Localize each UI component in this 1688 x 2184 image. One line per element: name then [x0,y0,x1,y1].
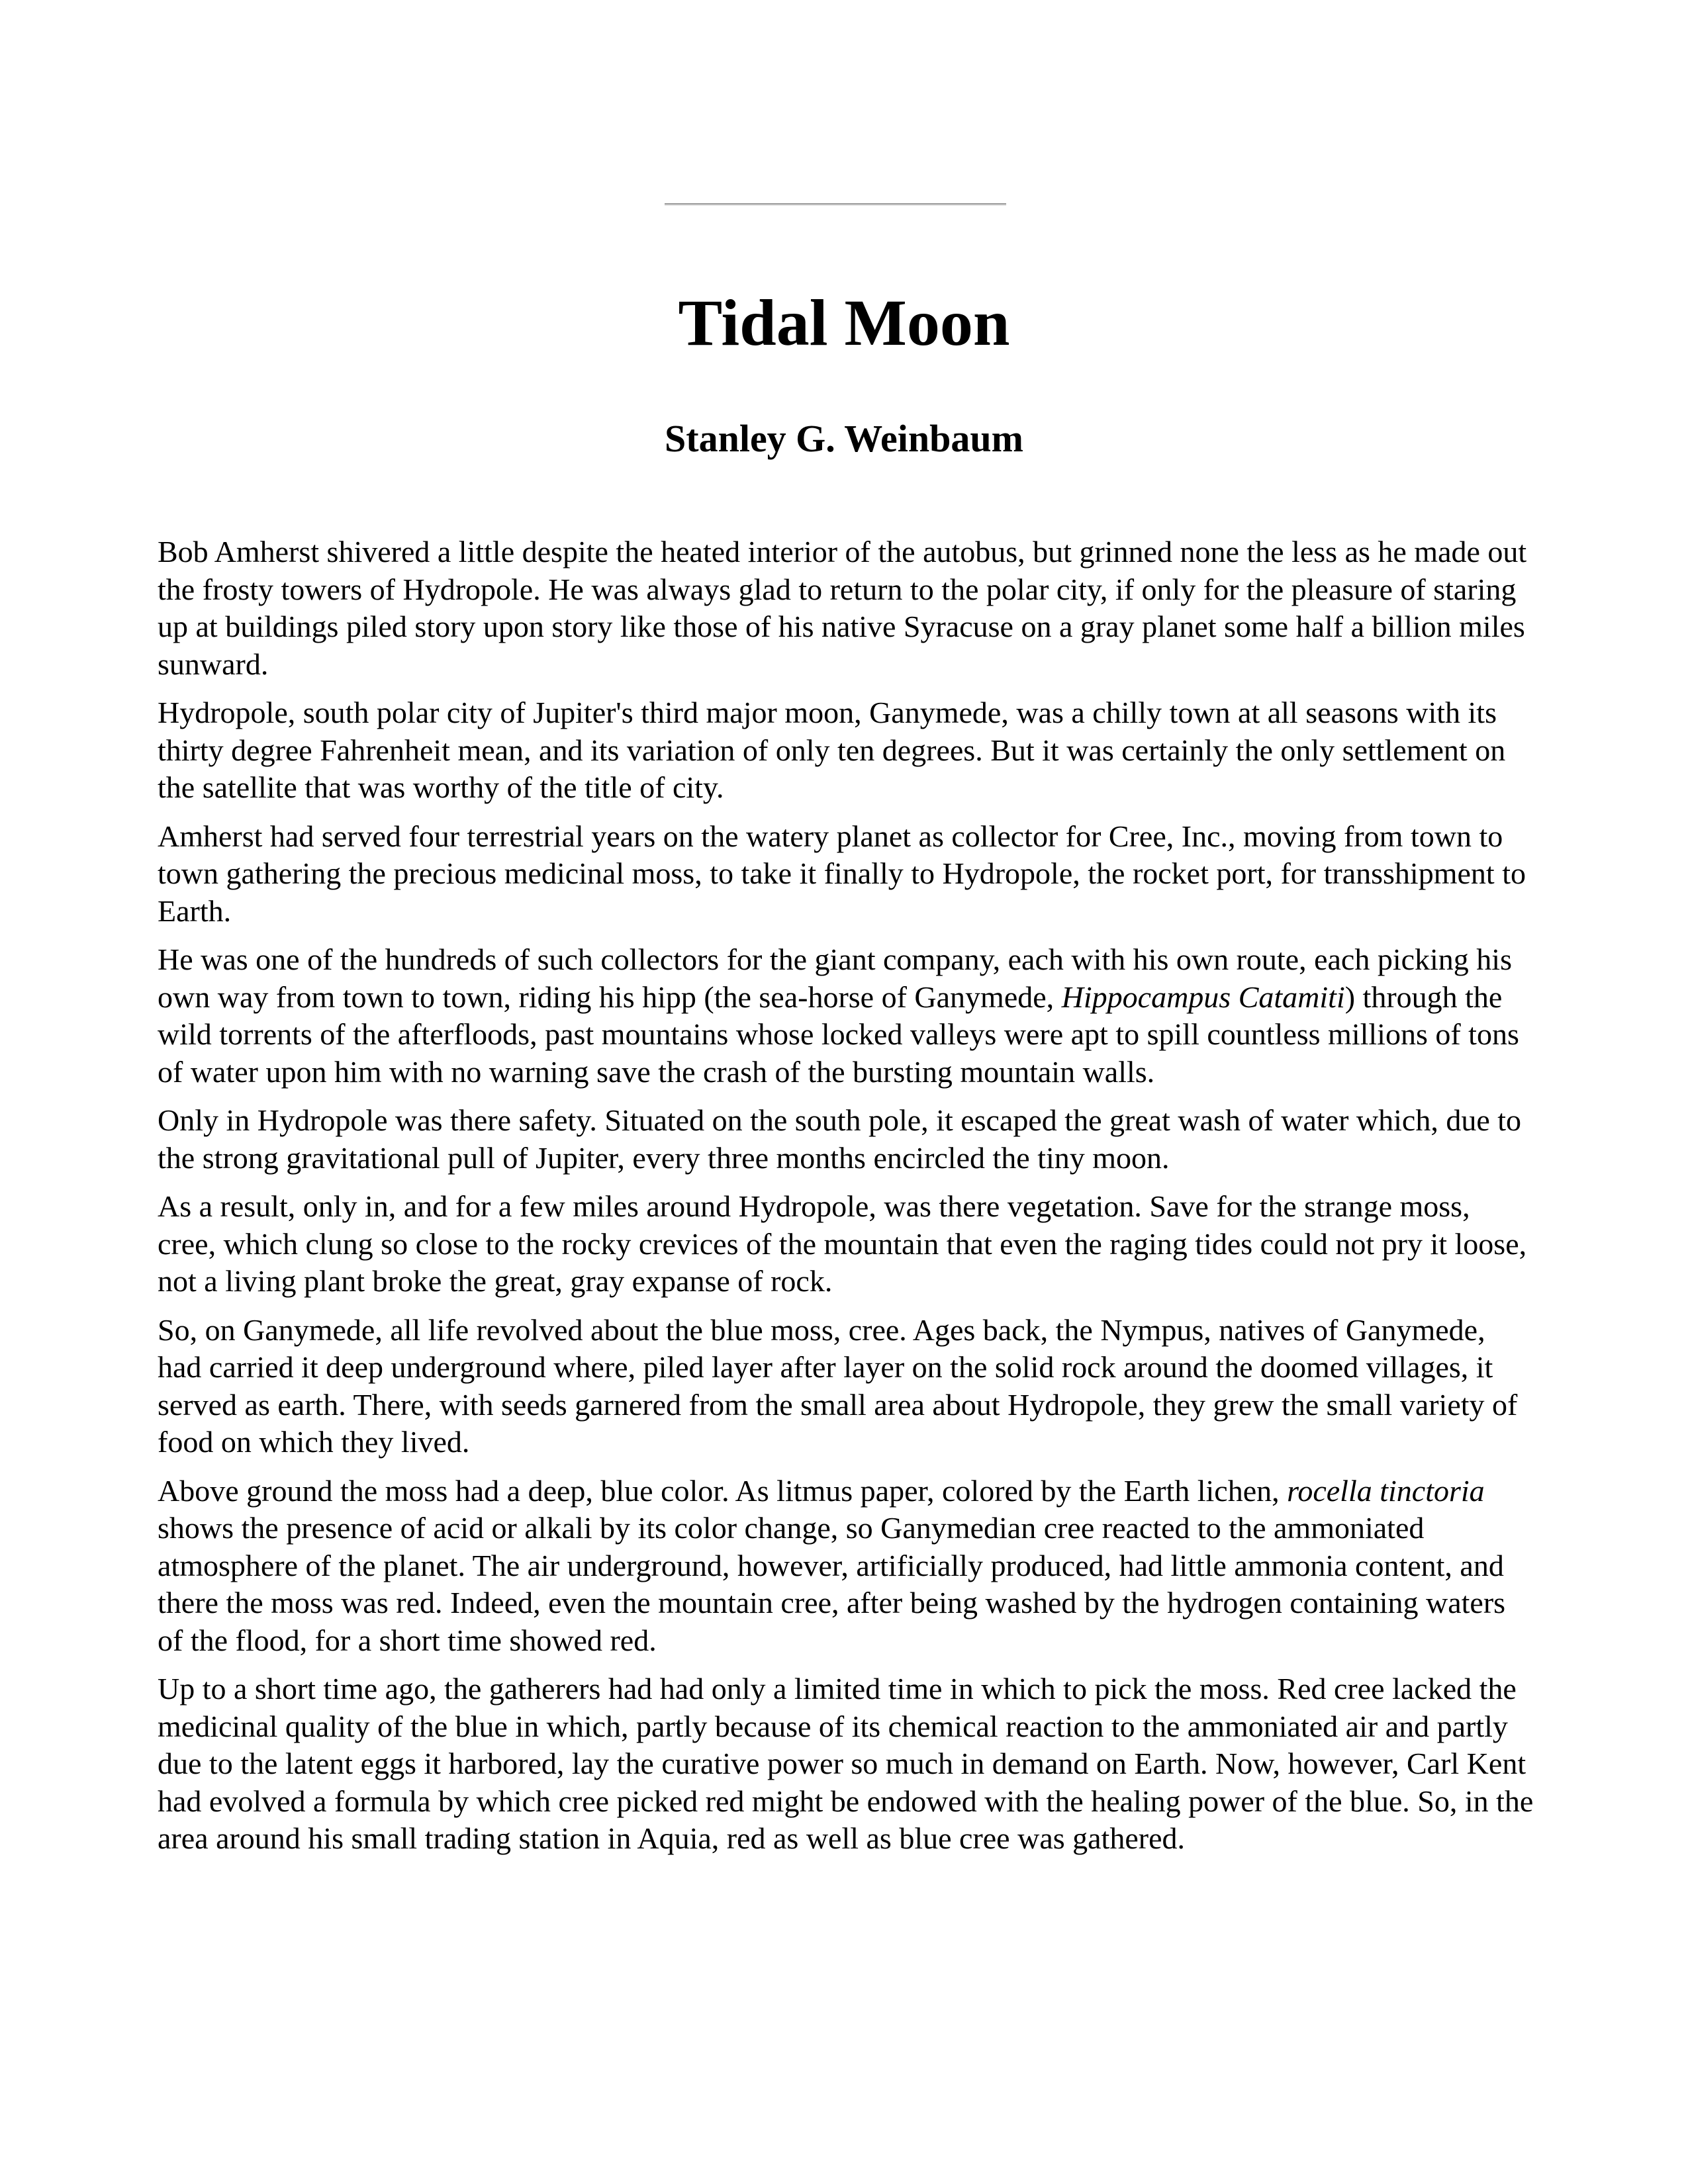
paragraph-4 [158,941,1534,1091]
italic-term-hippocampus: Hippocampus Catamiti [1061,979,1345,1014]
paragraph-text: So, on Ganymede, all life revolved about the blue moss, cree. Ages back, the Nympus, natives of Ganymede, had carried it deep underground where, piled layer after layer on the solid rock around the doomed villages, it served as earth. There, with seeds garnered from the small area about Hydropole, they grew the small variety of food on which they lived. [158,1312,1518,1459]
paragraph-text: Bob Amherst shivered a little despite the heated interior of the autobus, but grinned none the less as he made out the frosty towers of Hydropole. He was always glad to return to the polar city, if only for the pleasure of staring up at buildings piled story upon story like those of his native Syracuse on a gray planet some half a billion miles sunward. [158,535,1527,681]
paragraph-text: ) through the wild torrents of the afterfloods, past mountains whose locked valleys were apt to spill countless millions of tons of water upon him with no warning save the crash of the bursting mountain walls. [158,979,1519,1089]
body-text [158,533,1534,1869]
paragraph-text: He was one of the hundreds of such collectors for the giant company, each with his own route, each picking his own way from town to town, riding his hipp (the sea-horse of Ganymede, [158,942,1512,1014]
paragraph-text: Hydropole, south polar city of Jupiter's third major moon, Ganymede, was a chilly town at all seasons with its thirty degree Fahrenheit mean, and its variation of only ten degrees. But it was certainly the only settlement on the satellite that was worthy of the title of city. [158,696,1506,804]
paragraph-3 [158,818,1534,931]
document-title: Tidal Moon [678,286,1010,359]
paragraph-text: As a result, only in, and for a few miles around Hydropole, was there vegetation. Save for the strange moss, cree, which clung so close to the rocky crevices of the mountain that even the raging tides could not pry it loose, not a living plant broke the great, gray expanse of rock. [158,1189,1527,1298]
paragraph-2 [158,694,1534,807]
paragraph-text: shows the presence of acid or alkali by its color change, so Ganymedian cree reacted to the ammoniated atmosphere of the planet. The air underground, however, artificially produced, had little ammonia content, and there the moss was red. Indeed, even the mountain cree, after being washed by the hydrogen containing waters of the flood, for a short time showed red. [158,1511,1506,1657]
paragraph-1 [158,533,1534,683]
paragraph-text: Above ground the moss had a deep, blue color. As litmus paper, colored by the Earth lichen, [158,1473,1288,1508]
paragraph-6 [158,1188,1534,1300]
header-divider [665,203,1006,206]
paragraph-text: Amherst had served four terrestrial years on the watery planet as collector for Cree, Inc., moving from town to town gathering the precious medicinal moss, to take it finally to Hydropole, the rocket port, for transshipment to Earth. [158,819,1526,928]
italic-term-rocella: rocella tinctoria [1287,1473,1485,1508]
paragraph-text: Only in Hydropole was there safety. Situated on the south pole, it escaped the great wash of water which, due to the strong gravitational pull of Jupiter, every three months encircled the tiny moon. [158,1103,1522,1175]
paragraph-8 [158,1473,1534,1660]
paragraph-5 [158,1102,1534,1177]
document-author: Stanley G. Weinbaum [665,417,1023,460]
paragraph-text: Up to a short time ago, the gatherers had had only a limited time in which to pick the moss. Red cree lacked the medicinal quality of the blue in which, partly because of its chemical reaction to the ammoniated air and partly due to the latent eggs it harbored, lay the curative power so much in demand on Earth. Now, however, Carl Kent had evolved a formula by which cree picked red might be endowed with the healing power of the blue. So, in the area around his small trading station in Aquia, red as well as blue cree was gathered. [158,1672,1534,1855]
paragraph-7 [158,1312,1534,1461]
paragraph-9 [158,1670,1534,1858]
